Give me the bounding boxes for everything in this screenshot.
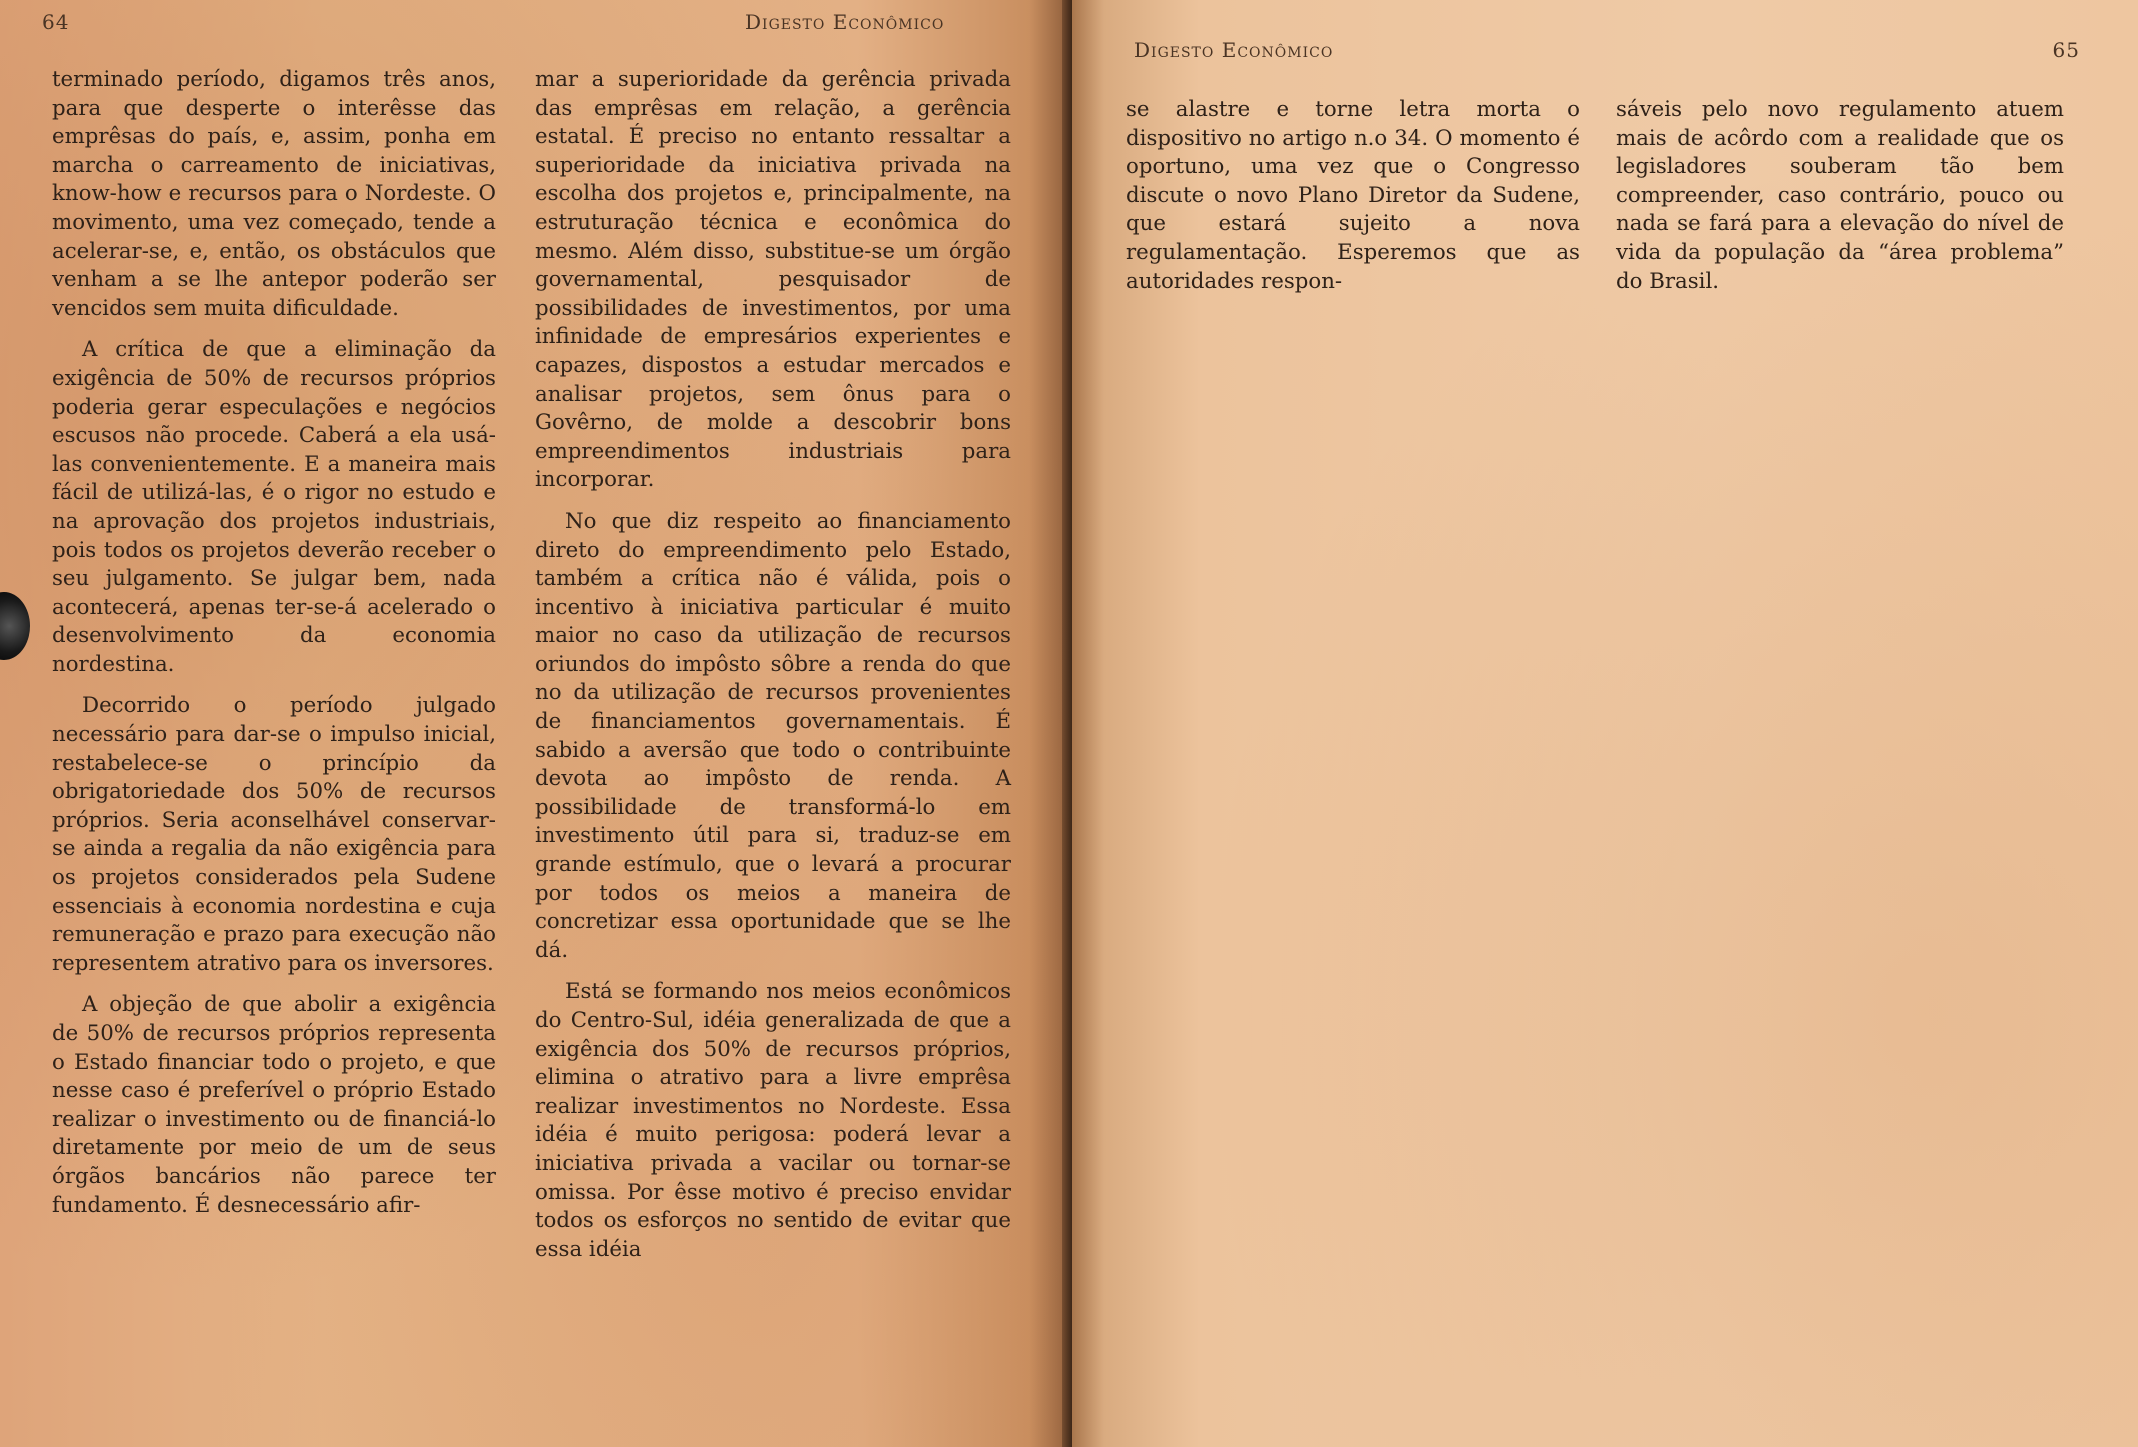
paragraph: se alastre e torne letra morta o dispositivo no artigo n.o 34. O momento é oportuno, uma vez que o Congresso discute o novo Plano Diretor da Sudene, que estará sujeito a nova regulamentação. Esperemos que as autoridades respon- [1126, 97, 1580, 294]
right-column-1 [1126, 96, 1580, 296]
paragraph: A objeção de que abolir a exigência de 50% de recursos próprios representa o Estado financiar todo o projeto, e que nesse caso é preferível o próprio Estado realizar o investimento ou de financiá-lo diretamente por meio de um de seus órgãos bancários não parece ter fundamento. É desnecessário afir- [52, 992, 496, 1218]
page-number-right: 65 [2052, 38, 2080, 62]
right-column-2 [1616, 96, 2064, 296]
running-head-left: Digesto Econômico [745, 10, 945, 34]
left-column-2 [535, 66, 1011, 1264]
binding-hole [0, 592, 30, 660]
paragraph: A crítica de que a eliminação da exigência de 50% de recursos próprios poderia gerar especulações e negócios escusos não procede. Caberá a ela usá-las convenientemente. E a maneira mais fácil de utilizá-las, é o rigor no estudo e na aprovação dos projetos industriais, pois todos os projetos deverão receber o seu julgamento. Se julgar bem, nada acontecerá, apenas ter-se-á acelerado o desenvolvimento da economia nordestina. [52, 337, 496, 677]
paragraph: No que diz respeito ao financiamento direto do empreendimento pelo Estado, também a crítica não é válida, pois o incentivo à iniciativa particular é muito maior no caso da utilização de recursos oriundos do impôsto sôbre a renda do que no da utilização de recursos provenientes de financiamentos governamentais. É sabido a aversão que todo o contribuinte devota ao impôsto de renda. A possibilidade de transformá-lo em investimento útil para si, traduz-se em grande estímulo, que o levará a procurar por todos os meios a maneira de concretizar essa oportunidade que se lhe dá. [535, 508, 1011, 963]
page-number-left: 64 [42, 10, 70, 34]
paragraph: Decorrido o período julgado necessário para dar-se o impulso inicial, restabelece-se o princípio da obrigatoriedade dos 50% de recursos próprios. Seria aconselhável conservar-se ainda a regalia da não exigência para os projetos considerados pela Sudene essenciais à economia nordestina e cuja remuneração e prazo para execução não representem atrativo para os inversores. [52, 693, 496, 976]
paragraph: sáveis pelo novo regulamento atuem mais de acôrdo com a realidade que os legisladores souberam tão bem compreender, caso contrário, pouco ou nada se fará para a elevação do nível de vida da população da “área problema” do Brasil. [1616, 97, 2064, 294]
paragraph: terminado período, digamos três anos, para que desperte o interêsse das emprêsas do país, e, assim, ponha em marcha o carreamento de iniciativas, know-how e recursos para o Nordeste. O movimento, uma vez começado, tende a acelerar-se, e, então, os obstáculos que venham a se lhe antepor poderão ser vencidos sem muita dificuldade. [52, 67, 496, 321]
paragraph: mar a superioridade da gerência privada das emprêsas em relação, a gerência estatal. É preciso no entanto ressaltar a superioridade da iniciativa privada na escolha dos projetos e, principalmente, na estruturação técnica e econômica do mesmo. Além disso, substitue-se um órgão governamental, pesquisador de possibilidades de investimentos, por uma infinidade de empresários experientes e capazes, dispostos a estudar mercados e analisar projetos, sem ônus para o Govêrno, de molde a descobrir bons empreendimentos industriais para incorporar. [535, 67, 1011, 493]
paragraph: Está se formando nos meios econômicos do Centro-Sul, idéia generalizada de que a exigência dos 50% de recursos próprios, elimina o atrativo para a livre emprêsa realizar investimentos no Nordeste. Essa idéia é muito perigosa: poderá levar a iniciativa privada a vacilar ou tornar-se omissa. Por êsse motivo é preciso envidar todos os esforços no sentido de evitar que essa idéia [535, 979, 1011, 1262]
left-column-1 [52, 66, 496, 1220]
right-page [1072, 0, 2138, 1447]
running-head-right: Digesto Econômico [1134, 38, 1334, 62]
